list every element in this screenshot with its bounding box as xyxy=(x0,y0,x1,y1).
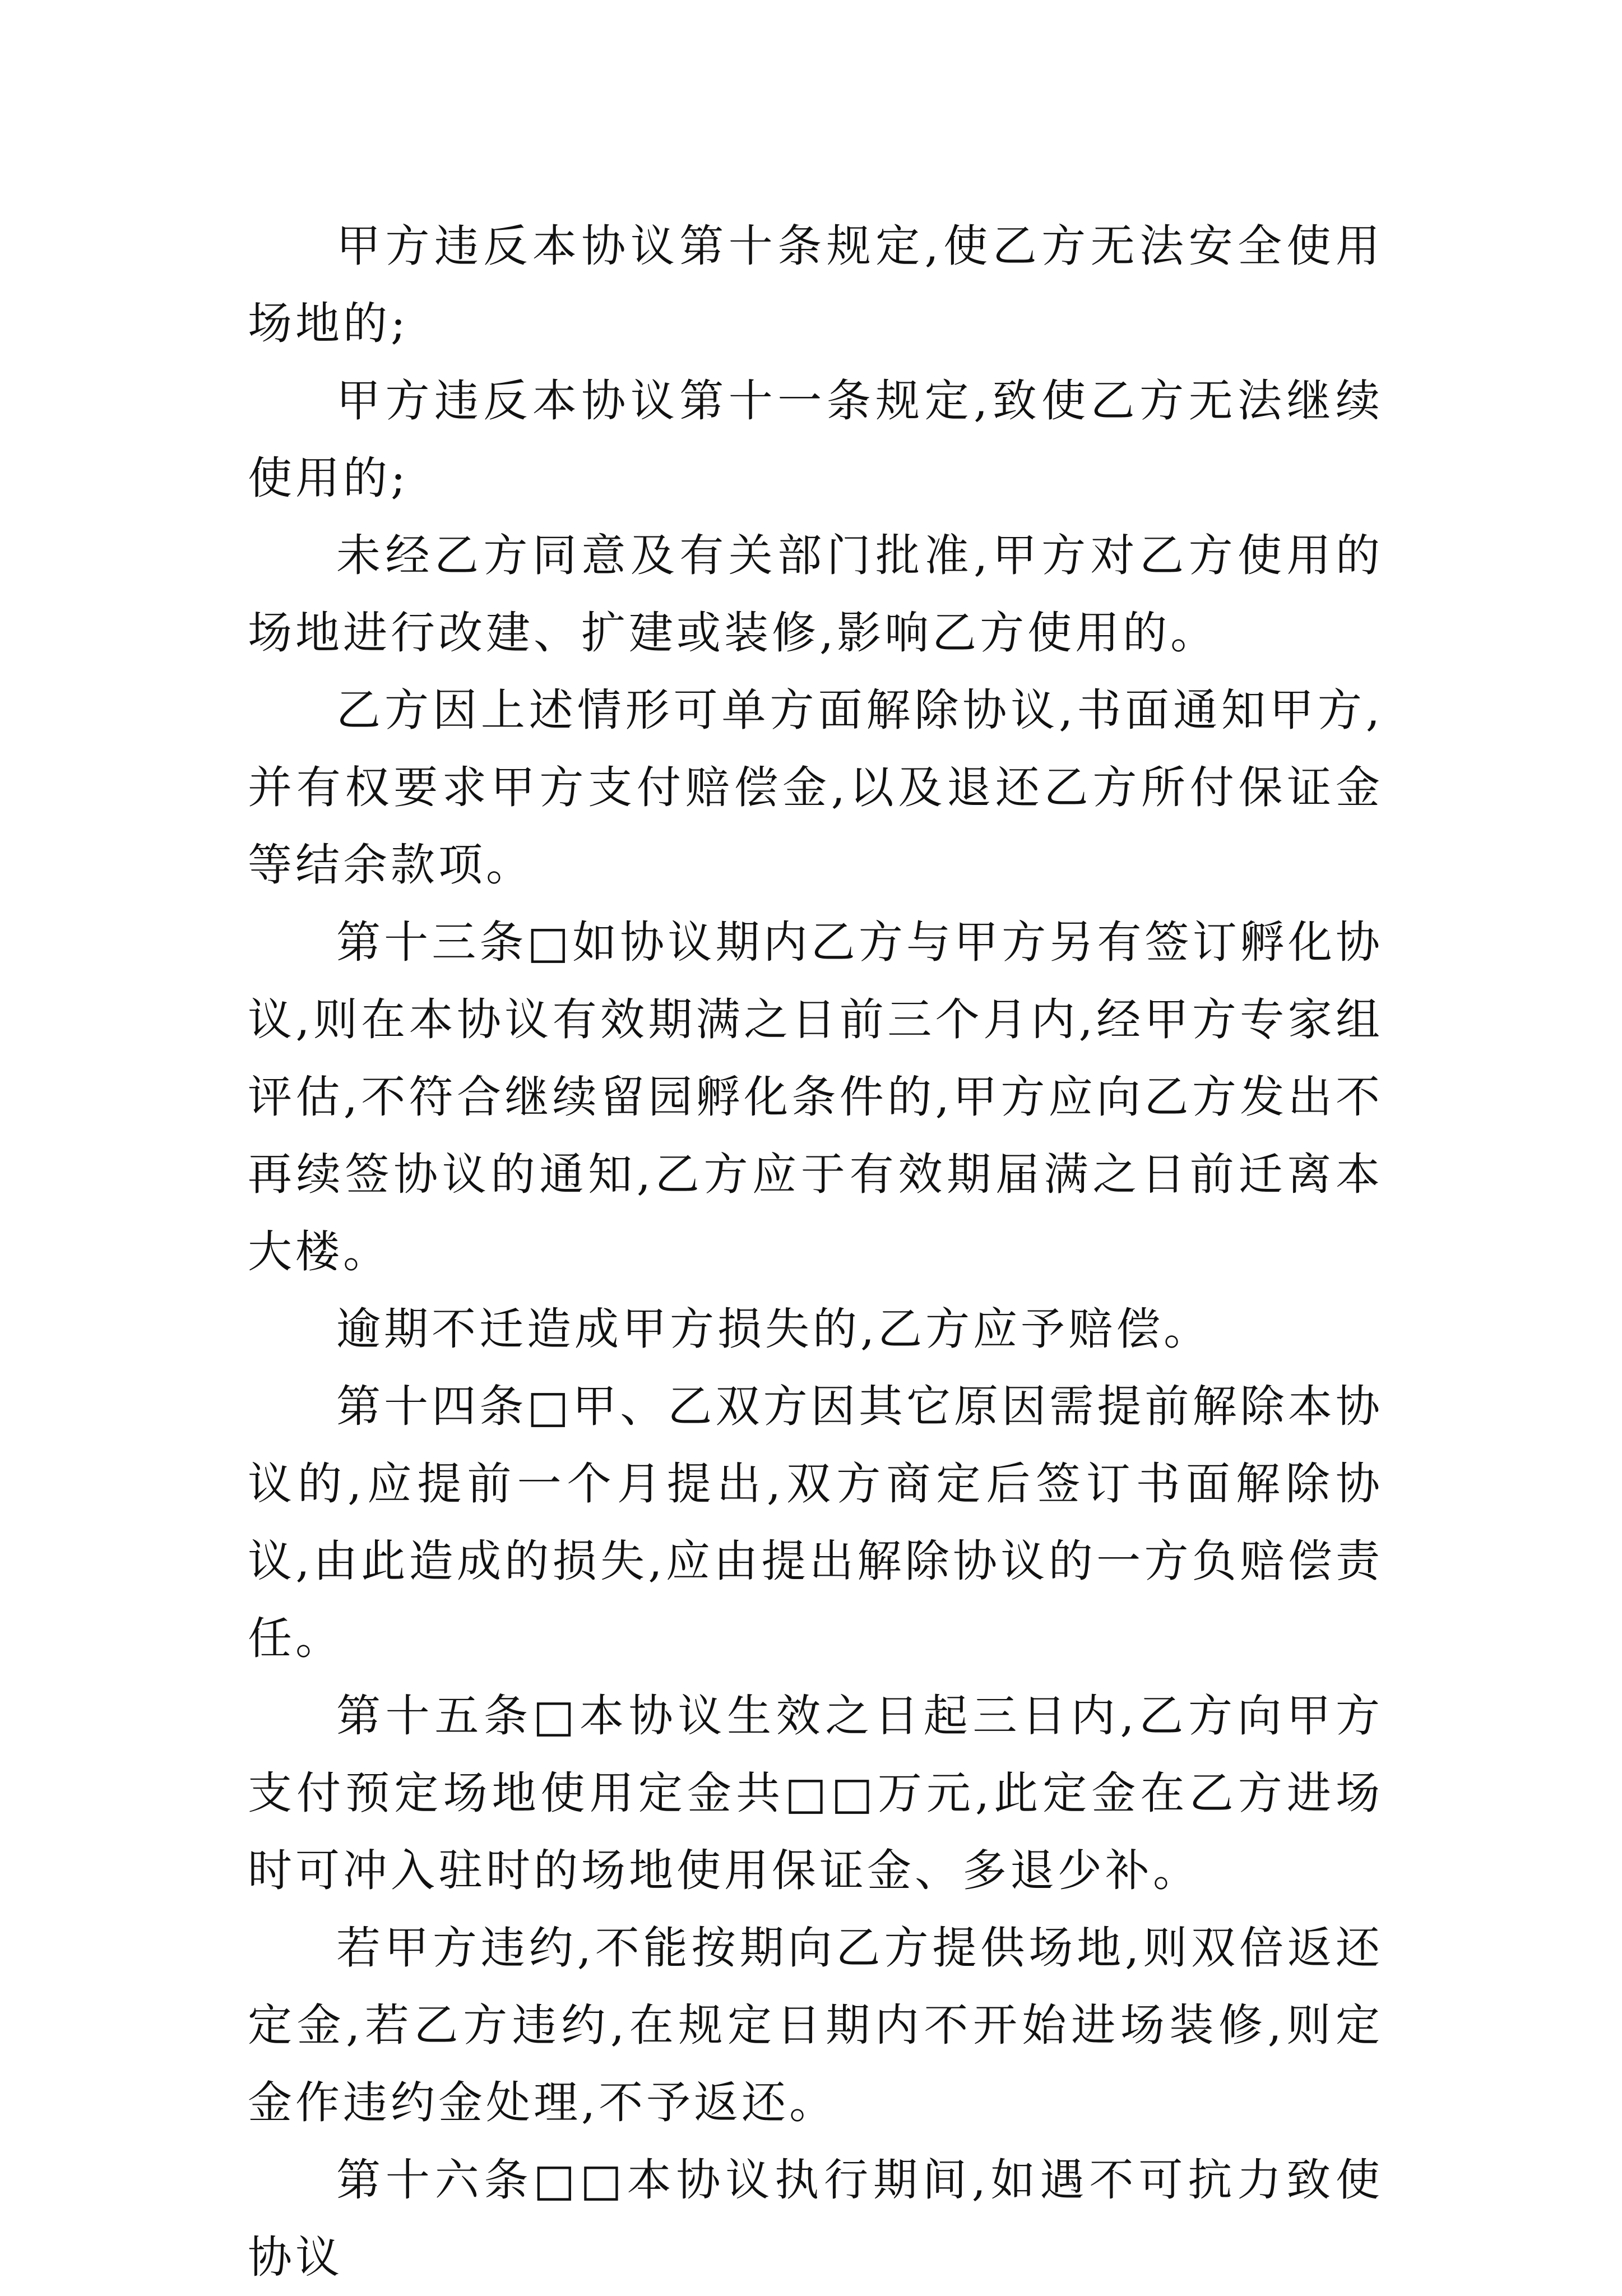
paragraph: 若甲方违约,不能按期向乙方提供场地,则双倍返还定金,若乙方违约,在规定日期内不开始进场装修,则定金作违约金处理,不予返还。 xyxy=(248,1922,1383,2128)
document-body xyxy=(248,207,1383,2296)
paragraph: 乙方因上述情形可单方面解除协议,书面通知甲方,并有权要求甲方支付赔偿金,以及退还乙方所付保证金等结余款项。 xyxy=(248,684,1383,891)
paragraph: 第十三条□如协议期内乙方与甲方另有签订孵化协议,则在本协议有效期满之日前三个月内,经甲方专家组评估,不符合继续留园孵化条件的,甲方应向乙方发出不再续签协议的通知,乙方应于有效期届满之日前迁离本大楼。 xyxy=(248,916,1383,1277)
paragraph: 未经乙方同意及有关部门批准,甲方对乙方使用的场地进行改建、扩建或装修,影响乙方使用的。 xyxy=(248,530,1383,659)
paragraph: 甲方违反本协议第十一条规定,致使乙方无法继续使用的; xyxy=(248,375,1383,504)
paragraph: 逾期不迁造成甲方损失的,乙方应予赔偿。 xyxy=(336,1303,1212,1355)
paragraph: 第十四条□甲、乙双方因其它原因需提前解除本协议的,应提前一个月提出,双方商定后签订书面解除协议,由此造成的损失,应由提出解除协议的一方负赔偿责任。 xyxy=(248,1381,1383,1664)
paragraph: 甲方违反本协议第十条规定,使乙方无法安全使用场地的; xyxy=(248,220,1383,349)
paragraph: 第十五条□本协议生效之日起三日内,乙方向甲方支付预定场地使用定金共□□万元,此定金在乙方进场时可冲入驻时的场地使用保证金、多退少补。 xyxy=(248,1690,1383,1896)
paragraph: 第十六条□□本协议执行期间,如遇不可抗力致使协议 xyxy=(248,2154,1383,2283)
